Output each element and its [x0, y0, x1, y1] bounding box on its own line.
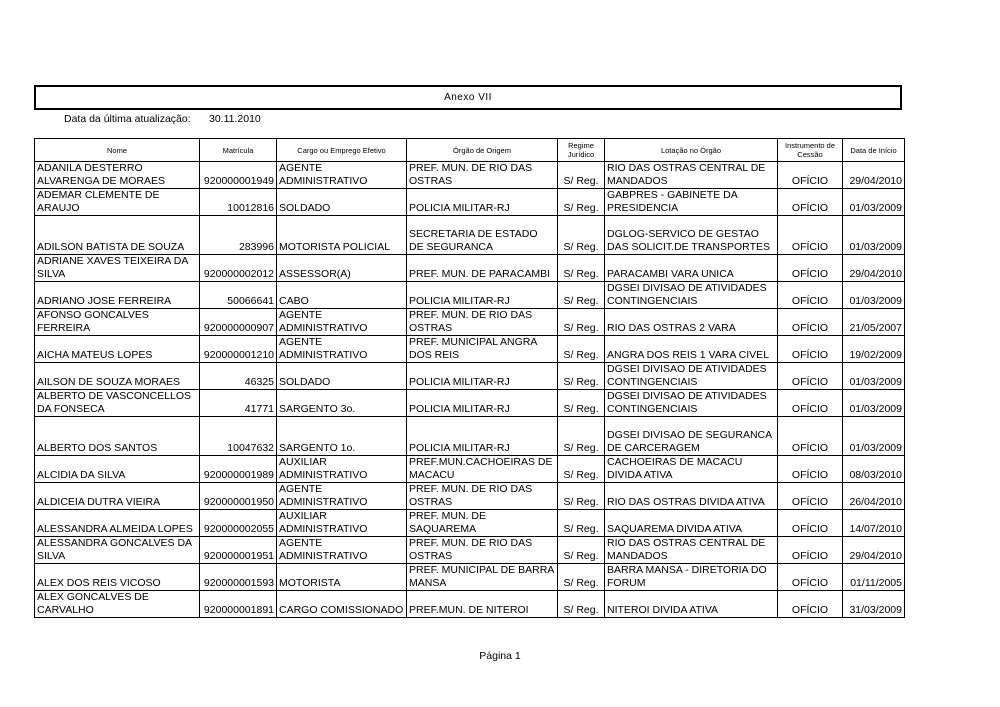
col-lotacao: Lotação no Órgão — [605, 139, 778, 162]
cell-matricula: 50066641 — [200, 282, 277, 309]
cell-regime: S/ Reg. — [558, 282, 605, 309]
col-data: Data de Início — [843, 139, 905, 162]
cell-lotacao: DGSEI DIVISAO DE SEGURANCA DE CARCERAGEM — [605, 417, 778, 456]
cell-nome: ALDICEIA DUTRA VIEIRA — [35, 483, 200, 510]
cell-orgao: PREF.MUN.CACHOEIRAS DE MACACU — [407, 456, 558, 483]
table-row — [35, 564, 905, 591]
cell-matricula: 920000001949 — [200, 162, 277, 189]
annex-title: Anexo VII — [34, 85, 902, 110]
cell-orgao: POLICIA MILITAR-RJ — [407, 417, 558, 456]
cell-orgao: SECRETARIA DE ESTADO DE SEGURANCA — [407, 216, 558, 255]
cell-orgao: PREF. MUN. DE RIO DAS OSTRAS — [407, 537, 558, 564]
cell-nome: ALBERTO DOS SANTOS — [35, 417, 200, 456]
cell-orgao: PREF. MUN. DE RIO DAS OSTRAS — [407, 483, 558, 510]
cell-nome: ALBERTO DE VASCONCELLOS DA FONSECA — [35, 390, 200, 417]
cell-instrumento: OFÍCIO — [778, 363, 843, 390]
table-row — [35, 336, 905, 363]
cell-cargo: AGENTE ADMINISTRATIVO — [277, 483, 407, 510]
cell-matricula: 920000001951 — [200, 537, 277, 564]
cell-cargo: AUXILIAR ADMINISTRATIVO — [277, 510, 407, 537]
col-cargo: Cargo ou Emprego Efetivo — [277, 139, 407, 162]
cell-instrumento: OFÍCIO — [778, 189, 843, 216]
cell-data: 01/03/2009 — [843, 363, 905, 390]
table-row — [35, 309, 905, 336]
cell-cargo: AGENTE ADMINISTRATIVO — [277, 537, 407, 564]
cell-regime: S/ Reg. — [558, 255, 605, 282]
cell-instrumento: OFÍCIO — [778, 456, 843, 483]
cell-nome: ADILSON BATISTA DE SOUZA — [35, 216, 200, 255]
table-row — [35, 417, 905, 456]
cell-lotacao: CACHOEIRAS DE MACACU DIVIDA ATIVA — [605, 456, 778, 483]
cell-orgao: POLICIA MILITAR-RJ — [407, 390, 558, 417]
cell-data: 01/11/2005 — [843, 564, 905, 591]
cell-matricula: 10012816 — [200, 189, 277, 216]
cell-lotacao: BARRA MANSA - DIRETORIA DO FORUM — [605, 564, 778, 591]
cell-lotacao: DGSEI DIVISAO DE ATIVIDADES CONTINGENCIAIS — [605, 363, 778, 390]
cell-instrumento: OFÍCIO — [778, 483, 843, 510]
cell-instrumento: OFÍCIO — [778, 537, 843, 564]
cell-regime: S/ Reg. — [558, 510, 605, 537]
table-row — [35, 591, 905, 618]
cell-regime: S/ Reg. — [558, 309, 605, 336]
cell-lotacao: RIO DAS OSTRAS DIVIDA ATIVA — [605, 483, 778, 510]
cell-cargo: AGENTE ADMINISTRATIVO — [277, 336, 407, 363]
cell-orgao: PREF. MUNICIPAL DE BARRA MANSA — [407, 564, 558, 591]
table-row — [35, 282, 905, 309]
table-row — [35, 216, 905, 255]
cell-matricula: 920000001950 — [200, 483, 277, 510]
cell-orgao: POLICIA MILITAR-RJ — [407, 189, 558, 216]
cell-matricula: 920000001989 — [200, 456, 277, 483]
cell-matricula: 920000001593 — [200, 564, 277, 591]
cell-nome: ALESSANDRA GONCALVES DA SILVA — [35, 537, 200, 564]
cell-orgao: PREF. MUN. DE RIO DAS OSTRAS — [407, 162, 558, 189]
cell-matricula: 920000000907 — [200, 309, 277, 336]
cell-orgao: PREF. MUN. DE PARACAMBI — [407, 255, 558, 282]
cell-cargo: SARGENTO 3o. — [277, 390, 407, 417]
cell-lotacao: SAQUAREMA DIVIDA ATIVA — [605, 510, 778, 537]
cell-regime: S/ Reg. — [558, 591, 605, 618]
cell-lotacao: RIO DAS OSTRAS 2 VARA — [605, 309, 778, 336]
cell-matricula: 920000002055 — [200, 510, 277, 537]
cell-instrumento: OFÍCIO — [778, 282, 843, 309]
cell-matricula: 920000001891 — [200, 591, 277, 618]
cell-lotacao: DGLOG-SERVICO DE GESTAO DAS SOLICIT.DE TRANSPORTES — [605, 216, 778, 255]
cell-regime: S/ Reg. — [558, 363, 605, 390]
cell-nome: ADANILA DESTERRO ALVARENGA DE MORAES — [35, 162, 200, 189]
table-row — [35, 189, 905, 216]
cell-regime: S/ Reg. — [558, 537, 605, 564]
cell-data: 08/03/2010 — [843, 456, 905, 483]
table-row — [35, 363, 905, 390]
cell-cargo: AGENTE ADMINISTRATIVO — [277, 162, 407, 189]
cell-data: 29/04/2010 — [843, 537, 905, 564]
cell-lotacao: RIO DAS OSTRAS CENTRAL DE MANDADOS — [605, 537, 778, 564]
cell-data: 26/04/2010 — [843, 483, 905, 510]
cell-matricula: 41771 — [200, 390, 277, 417]
table-row — [35, 537, 905, 564]
cell-orgao: PREF.MUN. DE NITEROI — [407, 591, 558, 618]
cell-regime: S/ Reg. — [558, 216, 605, 255]
cell-cargo: AUXILIAR ADMINISTRATIVO — [277, 456, 407, 483]
cell-nome: AICHA MATEUS LOPES — [35, 336, 200, 363]
cell-data: 01/03/2009 — [843, 216, 905, 255]
cell-regime: S/ Reg. — [558, 336, 605, 363]
cell-nome: ALEX DOS REIS VICOSO — [35, 564, 200, 591]
col-instrumento: Instrumento de Cessão — [778, 139, 843, 162]
col-regime: Regime Jurídico — [558, 139, 605, 162]
cell-instrumento: OFÍCIO — [778, 510, 843, 537]
cell-instrumento: OFÍCIO — [778, 309, 843, 336]
col-orgao: Órgão de Origem — [407, 139, 558, 162]
table-row — [35, 162, 905, 189]
cell-instrumento: OFÍCIO — [778, 417, 843, 456]
table-row — [35, 456, 905, 483]
cell-cargo: AGENTE ADMINISTRATIVO — [277, 309, 407, 336]
cell-instrumento: OFÍCIO — [778, 390, 843, 417]
cell-lotacao: PARACAMBI VARA UNICA — [605, 255, 778, 282]
cell-data: 21/05/2007 — [843, 309, 905, 336]
cell-nome: AILSON DE SOUZA MORAES — [35, 363, 200, 390]
cell-matricula: 10047632 — [200, 417, 277, 456]
cell-instrumento: OFÍCIO — [778, 591, 843, 618]
cell-data: 31/03/2009 — [843, 591, 905, 618]
cell-orgao: PREF. MUN. DE SAQUAREMA — [407, 510, 558, 537]
cell-instrumento: OFÍCIO — [778, 336, 843, 363]
cell-data: 29/04/2010 — [843, 255, 905, 282]
cell-lotacao: GABPRES - GABINETE DA PRESIDENCIA — [605, 189, 778, 216]
cell-data: 14/07/2010 — [843, 510, 905, 537]
cell-regime: S/ Reg. — [558, 162, 605, 189]
cell-orgao: POLICIA MILITAR-RJ — [407, 282, 558, 309]
cell-instrumento: OFÍCIO — [778, 216, 843, 255]
cell-lotacao: DGSEI DIVISAO DE ATIVIDADES CONTINGENCIAIS — [605, 282, 778, 309]
cell-lotacao: ANGRA DOS REIS 1 VARA CIVEL — [605, 336, 778, 363]
table-row — [35, 390, 905, 417]
cell-cargo: MOTORISTA — [277, 564, 407, 591]
cell-lotacao: NITEROI DIVIDA ATIVA — [605, 591, 778, 618]
cell-regime: S/ Reg. — [558, 564, 605, 591]
cell-cargo: CARGO COMISSIONADO — [277, 591, 407, 618]
cell-instrumento: OFÍCIO — [778, 564, 843, 591]
table-row — [35, 255, 905, 282]
cell-regime: S/ Reg. — [558, 456, 605, 483]
cell-cargo: CABO — [277, 282, 407, 309]
cell-nome: ADRIANO JOSE FERREIRA — [35, 282, 200, 309]
last-update-value: 30.11.2010 — [209, 113, 261, 125]
table-row — [35, 510, 905, 537]
cell-data: 29/04/2010 — [843, 162, 905, 189]
table-header-row — [35, 139, 905, 162]
cell-orgao: PREF. MUNICIPAL ANGRA DOS REIS — [407, 336, 558, 363]
cell-cargo: SOLDADO — [277, 363, 407, 390]
table-body — [35, 162, 905, 618]
cell-data: 01/03/2009 — [843, 189, 905, 216]
cell-nome: ALCIDIA DA SILVA — [35, 456, 200, 483]
cell-cargo: SOLDADO — [277, 189, 407, 216]
cell-cargo: MOTORISTA POLICIAL — [277, 216, 407, 255]
cell-orgao: PREF. MUN. DE RIO DAS OSTRAS — [407, 309, 558, 336]
cell-nome: ADEMAR CLEMENTE DE ARAUJO — [35, 189, 200, 216]
cell-cargo: SARGENTO 1o. — [277, 417, 407, 456]
cell-nome: AFONSO GONCALVES FERREIRA — [35, 309, 200, 336]
cell-regime: S/ Reg. — [558, 417, 605, 456]
cell-nome: ADRIANE XAVES TEIXEIRA DA SILVA — [35, 255, 200, 282]
cell-data: 01/03/2009 — [843, 282, 905, 309]
cell-lotacao: DGSEI DIVISAO DE ATIVIDADES CONTINGENCIAIS — [605, 390, 778, 417]
cell-regime: S/ Reg. — [558, 483, 605, 510]
cell-instrumento: OFÍCIO — [778, 255, 843, 282]
cell-orgao: POLICIA MILITAR-RJ — [407, 363, 558, 390]
cell-data: 01/03/2009 — [843, 417, 905, 456]
cell-matricula: 46325 — [200, 363, 277, 390]
cell-nome: ALEX GONCALVES DE CARVALHO — [35, 591, 200, 618]
page-number: Página 1 — [479, 650, 521, 662]
cell-matricula: 283996 — [200, 216, 277, 255]
cell-nome: ALESSANDRA ALMEIDA LOPES — [35, 510, 200, 537]
last-update-label: Data da última atualização: — [64, 113, 191, 125]
cell-data: 01/03/2009 — [843, 390, 905, 417]
servants-table — [34, 138, 905, 618]
cell-lotacao: RIO DAS OSTRAS CENTRAL DE MANDADOS — [605, 162, 778, 189]
cell-matricula: 920000001210 — [200, 336, 277, 363]
col-matricula: Matrícula — [200, 139, 277, 162]
col-nome: Nome — [35, 139, 200, 162]
cell-regime: S/ Reg. — [558, 189, 605, 216]
cell-instrumento: OFÍCIO — [778, 162, 843, 189]
cell-matricula: 920000002012 — [200, 255, 277, 282]
table-row — [35, 483, 905, 510]
cell-regime: S/ Reg. — [558, 390, 605, 417]
cell-cargo: ASSESSOR(A) — [277, 255, 407, 282]
cell-data: 19/02/2009 — [843, 336, 905, 363]
